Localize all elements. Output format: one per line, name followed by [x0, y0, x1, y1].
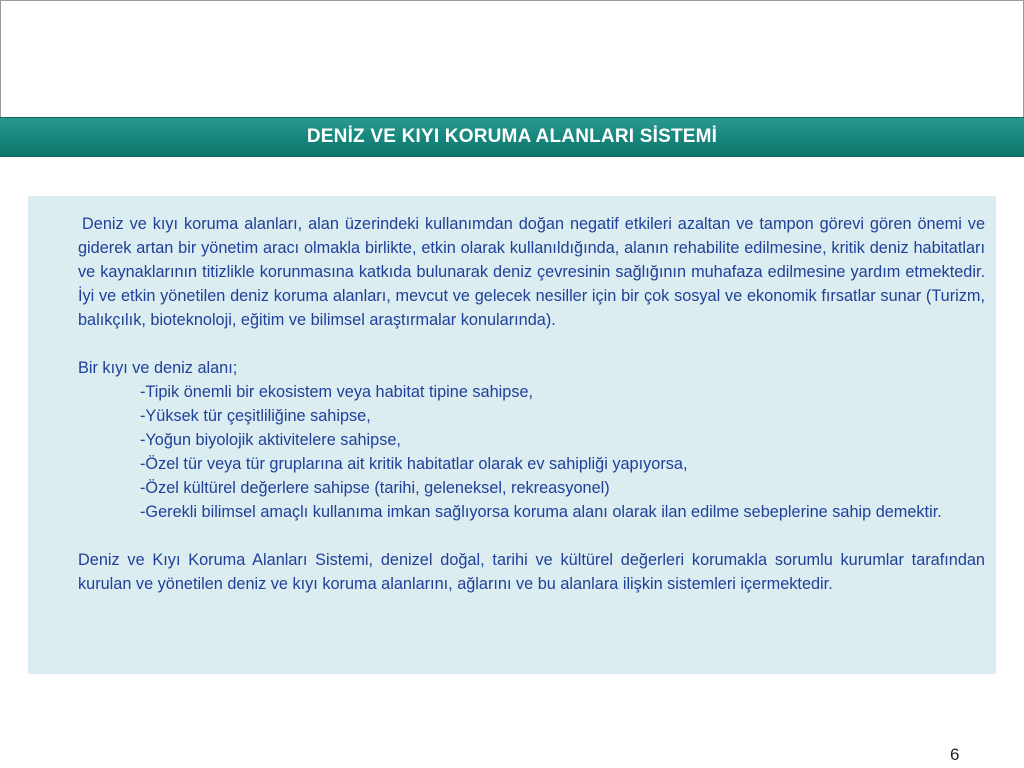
list-item: -Özel kültürel değerlere sahipse (tarihi, geleneksel, rekreasyonel)	[140, 479, 610, 497]
intro-paragraph: Deniz ve kıyı koruma alanları, alan üzerindeki kullanımdan doğan negatif etkileri azaltan ve tampon görevi gören önemi ve giderek artan bir yönetim aracı olmakla birlikte, etkin olarak kullanıldığında, alanın rehabilite edilmesine, kritik deniz habitatları ve kaynaklarının titizlikle korunmasına katkıda bulunarak deniz çevresinin sağlığının muhafaza edilmesine yardım etmektedir. İyi ve etkin yönetilen deniz koruma alanları, mevcut ve gelecek nesiller için bir çok sosyal ve ekonomik fırsatlar sunar (Turizm, balıkçılık, bioteknoloji, eğitim ve bilimsel araştırmalar konularında).	[78, 215, 985, 329]
list-heading: Bir kıyı ve deniz alanı;	[78, 359, 238, 377]
criteria-list	[78, 380, 985, 524]
list-item: -Tipik önemli bir ekosistem veya habitat tipine sahipse,	[140, 383, 534, 401]
list-item: -Yüksek tür çeşitliliğine sahipse,	[140, 407, 371, 425]
slide-title: DENİZ VE KIYI KORUMA ALANLARI SİSTEMİ	[306, 126, 718, 147]
paragraph-spacer	[78, 332, 985, 356]
content-box	[28, 196, 996, 674]
list-item: -Gerekli bilimsel amaçlı kullanıma imkan sağlıyorsa koruma alanı olarak ilan edilme sebeplerine sahip demektir.	[140, 503, 942, 521]
closing-paragraph: Deniz ve Kıyı Koruma Alanları Sistemi, denizel doğal, tarihi ve kültürel değerleri korumakla sorumlu kurumlar tarafından kurulan ve yönetilen deniz ve kıyı koruma alanlarını, ağlarını ve bu alanlara ilişkin sistemleri içermektedir.	[78, 551, 985, 593]
page-number: 6	[950, 745, 960, 764]
slide-header-area	[0, 0, 1024, 118]
list-item: -Özel tür veya tür gruplarına ait kritik habitatlar olarak ev sahipliği yapıyorsa,	[140, 455, 688, 473]
paragraph-spacer	[78, 524, 985, 548]
list-item: -Yoğun biyolojik aktivitelere sahipse,	[140, 431, 401, 449]
title-bar	[0, 117, 1024, 157]
